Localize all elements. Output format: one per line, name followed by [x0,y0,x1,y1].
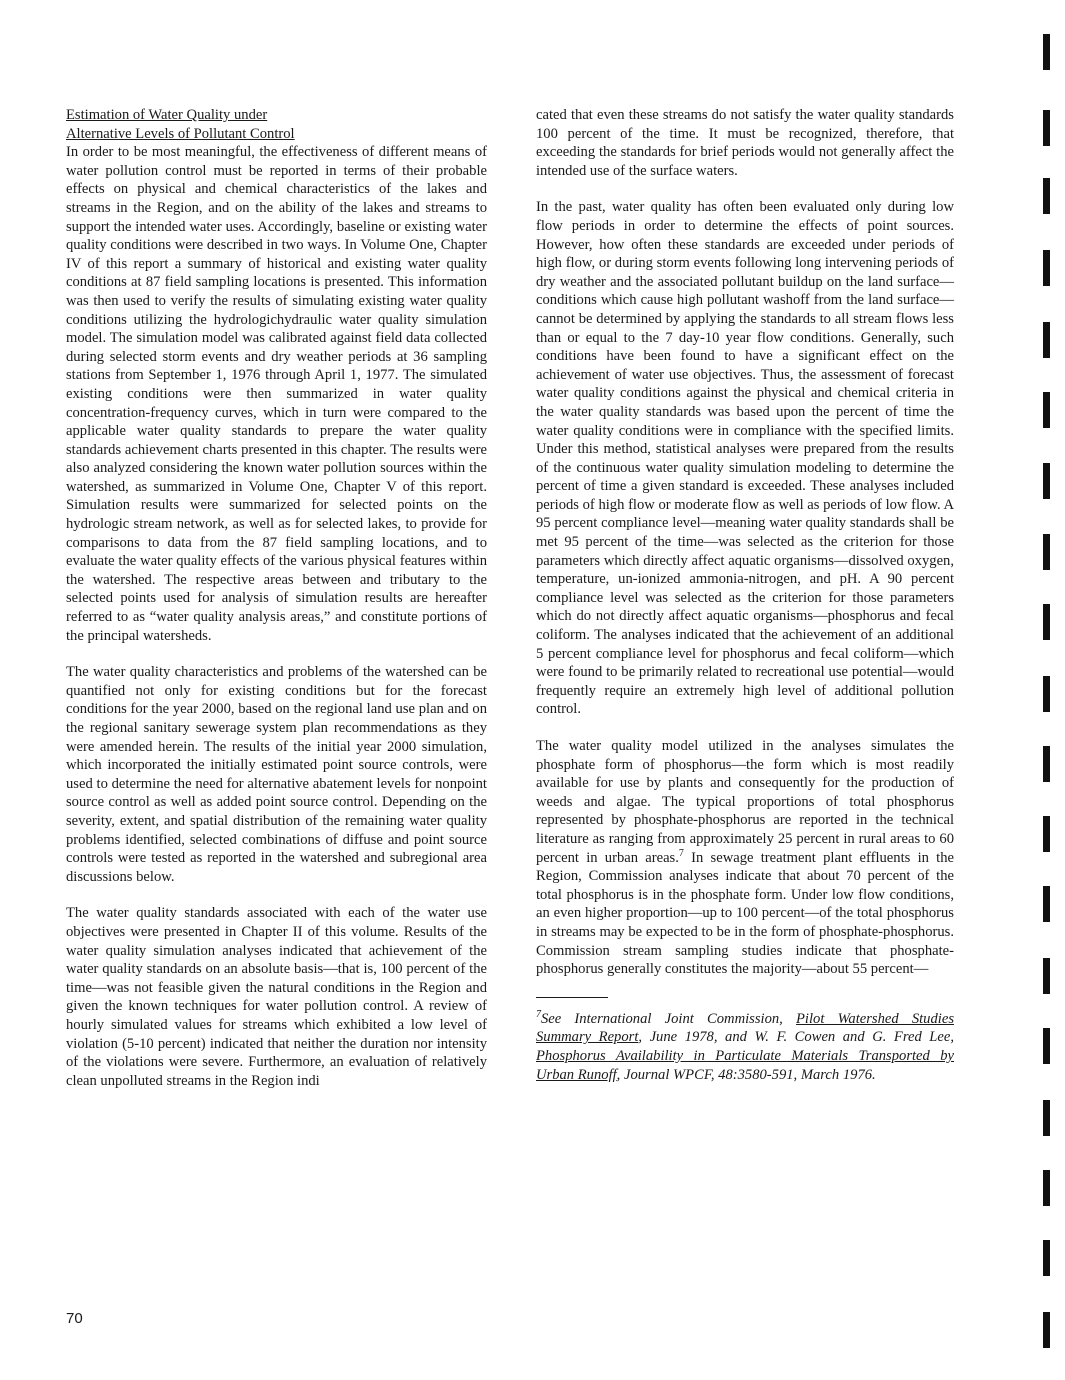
footnote-text: , Journal WPCF, 48:3580-591, March 1976. [616,1066,876,1083]
scan-mark [1043,746,1050,782]
scan-mark [1043,322,1050,358]
section-heading [66,106,487,143]
right-column [536,106,954,1102]
footnote-divider [536,997,608,998]
left-column [66,106,487,1108]
scan-mark [1043,178,1050,214]
footnote-cited-title: Phosphorus Availability in Particulate Materials Transported by Urban Runoff [536,1047,954,1083]
footnote-text: See International Joint Commission, [541,1010,797,1027]
scan-mark [1043,1100,1050,1136]
scan-mark [1043,463,1050,499]
footnote-marker: 7 [536,1008,541,1020]
scan-mark [1043,816,1050,852]
scan-mark [1043,676,1050,712]
paragraph: In order to be most meaningful, the effectiveness of different means of water pollution control must be reported in terms of their probable effects on physical and chemical characteristics of the lakes and streams in the Region, and on the ability of the lakes and streams to support the intended water uses. Accordingly, baseline or existing water quality conditions were described in two ways. In Volume One, Chapter IV of this report a summary of historical and existing water quality conditions at 87 field sampling locations is presented. This information was then used to verify the results of simulating existing water quality conditions utilizing the hydrologichydraulic water quality simulation model. The simulation model was calibrated against field data collected during selected storm events and dry weather periods at 36 sampling stations from September 1, 1976 through April 1, 1977. The simulated existing conditions were then summarized in water quality concentration-frequency curves, which in turn were compared to the applicable water quality standards to prepare the water quality standards achievement charts presented in this chapter. The results were also analyzed considering the known water pollution sources within the watershed, as summarized in Volume One, Chapter V of this report. Simulation results were summarized for selected points on the hydrologic stream network, as well as for selected lakes, to provide for comparisons to data from the 87 field sampling locations, and to evaluate the water quality effects of the various physical features within the watershed. The respective areas between and tributary to the selected points used for analysis of simulation results are hereafter referred to as “water quality analysis areas,” and constitute portions of the principal watersheds. [66,144,487,644]
paragraph: The water quality standards associated with each of the water use objectives were presented in Chapter II of this volume. Results of the water quality simulation analyses indicated that achievement of the water quality standards on an absolute basis—that is, 100 percent of the time—was not feasible given the natural conditions in the Region and given the known techniques for water pollution control. A review of hourly simulated values for streams which exhibited a low level of violation (5-10 percent) indicated that neither the duration nor intensity of the violations were severe. Furthermore, an evaluation of relatively clean unpolluted streams in the Region indi [66,905,487,1089]
scan-mark [1043,958,1050,994]
section-heading-line-1: Estimation of Water Quality under [66,107,268,123]
scan-mark [1043,534,1050,570]
scan-mark [1043,1312,1050,1348]
scan-mark [1043,886,1050,922]
section-heading-line-2: Alternative Levels of Pollutant Control [66,125,295,142]
footnote-reference: 7 [678,847,684,859]
scan-mark [1043,34,1050,70]
paragraph-text: In sewage treatment plant effluents in the Region, Commission analyses indicate that about 70 percent of the total phosphorus is in the phosphate form. Under low flow conditions, an even higher proportion—up to 100 percent—of the total phosphorus in streams may be expected to be in the form of phosphate-phosphorus. Commission stream sampling studies indicate that phosphate-phosphorus generally constitutes the majority—about 55 percent— [536,849,954,978]
page-number: 70 [66,1310,83,1327]
paragraph: cated that even these streams do not satisfy the water quality standards 100 percent of the time. It must be recognized, therefore, that exceeding the standards for brief periods would not generally affect the intended use of the surface waters. [536,107,954,179]
footnote [536,1010,954,1084]
scan-mark [1043,110,1050,146]
paragraph: The water quality characteristics and problems of the watershed can be quantified not only for existing conditions but for the forecast conditions for the year 2000, based on the regional land use plan and on the regional sanitary sewerage system plan recommendations as they were amended herein. The results of the initial year 2000 simulation, which incorporated the initially estimated point source controls, were used to determine the need for alternative abatement levels for nonpoint source control as well as added point source control. Depending on the severity, extent, and spatial distribution of the remaining water quality problems identified, selected combinations of diffuse and point source controls were tested as reported in the watershed and subregional area discussions below. [66,664,487,885]
paragraph-text: The water quality model utilized in the analyses simulates the phosphate form of phosphorus—the form which is most readily available for use by plants and consequently for the production of weeds and algae. The typical proportions of total phosphorus represented by phosphate-phosphorus are reported in the technical literature as ranging from approximately 25 percent in rural areas to 60 percent in urban areas. [536,738,954,866]
scan-mark [1043,1240,1050,1276]
footnote-cited-title: Pilot Watershed Studies Summary Report [536,1010,954,1046]
scan-mark [1043,1028,1050,1064]
scan-mark [1043,1170,1050,1206]
scan-mark [1043,392,1050,428]
scan-mark [1043,604,1050,640]
paragraph: In the past, water quality has often been evaluated only during low flow periods in order to determine the effects of point sources. However, how often these standards are exceeded under periods of high flow, or during storm events following long intervening periods of dry weather and the associated pollutant buildup on the land surface—conditions which cause high pollutant washoff from the land surface—cannot be determined by applying the standards to all stream flows less than or equal to the 7 day-10 year flow conditions. Generally, such conditions have been found to have a significant effect on the achievement of water use objectives. Thus, the assessment of forecast water quality conditions against the physical and chemical criteria in the water quality standards was based upon the percent of time the water quality conditions were in compliance with the specified limits. Under this method, statistical analyses were prepared from the results of the continuous water quality simulation modeling to determine the percent of time a given standard is exceeded. These analyses included periods of high flow or moderate flow as well as periods of low flow. A 95 percent compliance level—meaning water quality standards shall be met 95 percent of the time—was selected as the criterion for those parameters which directly affect aquatic organisms—dissolved oxygen, temperature, un-ionized ammonia-nitrogen, and pH. A 90 percent compliance level was selected as the criterion for those parameters which do not directly affect aquatic organisms—phosphorus and fecal coliform. The analyses indicated that the achievement of an additional 5 percent compliance level for phosphorus and fecal coliform—which were found to be primarily related to recreational use potential—would frequently require an extremely high level of additional pollution control. [536,199,954,718]
footnote-text: , June 1978, and W. F. Cowen and G. Fred Lee, [638,1029,954,1046]
phosphorus-paragraph [536,737,954,979]
scan-mark [1043,250,1050,286]
